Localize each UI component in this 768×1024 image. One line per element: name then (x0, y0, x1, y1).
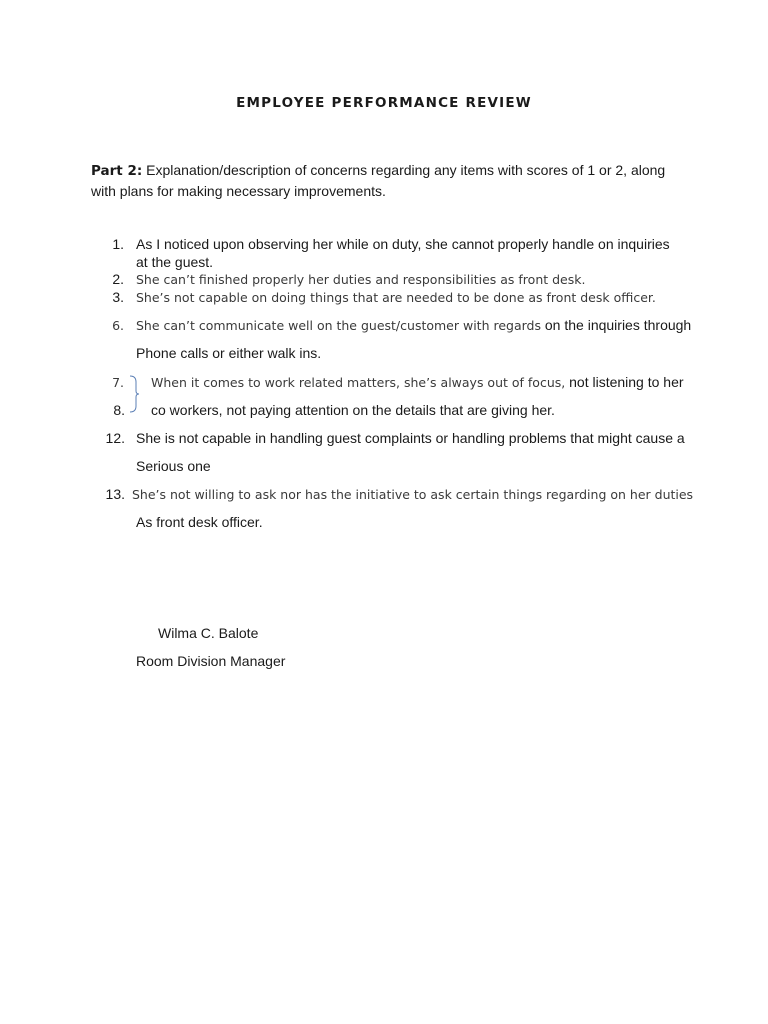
item-text-part: on the inquiries through (541, 317, 692, 333)
bracket-icon (128, 374, 140, 414)
item-text: She is not capable in handling guest complaints or handling problems that might cause a (136, 430, 685, 446)
item-text: Phone calls or either walk ins. (136, 345, 322, 361)
intro-label: Part 2: (91, 163, 143, 179)
item-text (136, 317, 691, 333)
item-number: 13. (105, 486, 125, 502)
item-number: 2. (112, 271, 124, 287)
intro-paragraph (91, 160, 691, 201)
item-text: at the guest. (136, 254, 214, 270)
item-text: As I noticed upon observing her while on duty, she cannot properly handle on inquiries (136, 236, 670, 252)
item-number: 8. (113, 402, 125, 418)
item-number: 6. (112, 318, 124, 333)
item-text (151, 374, 684, 390)
item-number: 1. (112, 236, 124, 252)
item-text: Serious one (136, 458, 211, 474)
item-number: 7. (112, 375, 124, 390)
item-text: co workers, not paying attention on the details that are giving her. (151, 402, 555, 418)
item-number: 12. (105, 430, 125, 446)
signatory-name: Wilma C. Balote (158, 625, 259, 641)
signatory-position: Room Division Manager (136, 653, 286, 669)
document-title: EMPLOYEE PERFORMANCE REVIEW (236, 95, 532, 111)
item-text-part: She can’t communicate well on the guest/customer with regards (136, 318, 541, 333)
item-text: She’s not capable on doing things that are needed to be done as front desk officer. (136, 290, 656, 305)
item-text: She can’t finished properly her duties and responsibilities as front desk. (136, 272, 586, 287)
item-number: 3. (112, 289, 124, 305)
item-text: As front desk officer. (136, 514, 263, 530)
item-text-part: When it comes to work related matters, she’s always out of focus, (151, 375, 566, 390)
item-text: She’s not willing to ask nor has the initiative to ask certain things regarding on her duties (132, 487, 694, 502)
intro-text: Explanation/description of concerns regarding any items with scores of 1 or 2, along with plans for making necessary improvements. (91, 162, 666, 199)
item-text-part: not listening to her (565, 374, 684, 390)
